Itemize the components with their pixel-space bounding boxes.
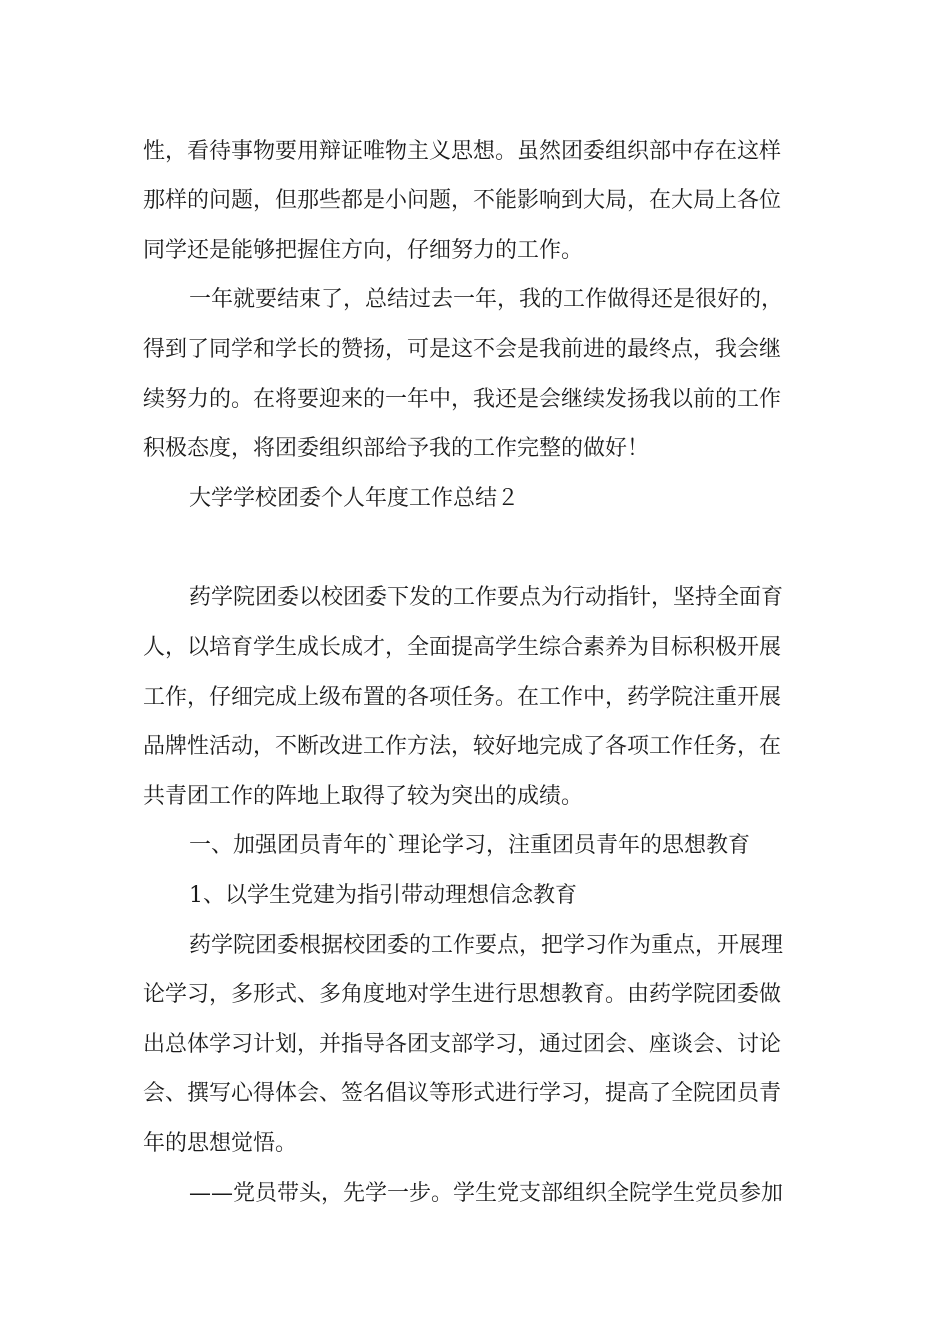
paragraph-line: 积极态度，将团委组织部给予我的工作完整的做好！ xyxy=(143,436,650,461)
paragraph-line: 共青团工作的阵地上取得了较为突出的成绩。 xyxy=(143,784,584,809)
paragraph-line: 药学院团委根据校团委的工作要点，把学习作为重点，开展理 xyxy=(189,933,784,958)
paragraph-line: 人，以培育学生成长成才，全面提高学生综合素养为目标积极开展 xyxy=(143,635,782,660)
paragraph-line: 会、撰写心得体会、签名倡议等形式进行学习，提高了全院团员青 xyxy=(143,1081,782,1106)
paragraph-line: 品牌性活动，不断改进工作方法，较好地完成了各项工作任务，在 xyxy=(143,734,782,759)
subsection-heading: 1、以学生党建为指引带动理想信念教育 xyxy=(189,883,577,908)
paragraph-line: 续努力的。在将要迎来的一年中，我还是会继续发扬我以前的工作 xyxy=(143,387,782,412)
paragraph-line: ——党员带头，先学一步。学生党支部组织全院学生党员参加 xyxy=(189,1181,784,1206)
section-heading: 一、加强团员青年的`理论学习，注重团员青年的思想教育 xyxy=(189,833,751,858)
paragraph-line: 同学还是能够把握住方向，仔细努力的工作。 xyxy=(143,238,584,263)
paragraph-line: 得到了同学和学长的赞扬，可是这不会是我前进的最终点，我会继 xyxy=(143,337,782,362)
paragraph-line: 出总体学习计划，并指导各团支部学习，通过团会、座谈会、讨论 xyxy=(143,1032,782,1057)
paragraph-line: 性，看待事物要用辩证唯物主义思想。虽然团委组织部中存在这样 xyxy=(143,139,782,164)
paragraph-line: 一年就要结束了，总结过去一年，我的工作做得还是很好的， xyxy=(189,287,784,312)
paragraph-line: 论学习，多形式、多角度地对学生进行思想教育。由药学院团委做 xyxy=(143,982,782,1007)
paragraph-line: 药学院团委以校团委下发的工作要点为行动指针，坚持全面育 xyxy=(189,585,784,610)
paragraph-line: 那样的问题，但那些都是小问题，不能影响到大局，在大局上各位 xyxy=(143,188,782,213)
paragraph-line: 年的思想觉悟。 xyxy=(143,1131,298,1156)
section-title: 大学学校团委个人年度工作总结２ xyxy=(189,486,520,511)
paragraph-line: 工作，仔细完成上级布置的各项任务。在工作中，药学院注重开展 xyxy=(143,685,782,710)
